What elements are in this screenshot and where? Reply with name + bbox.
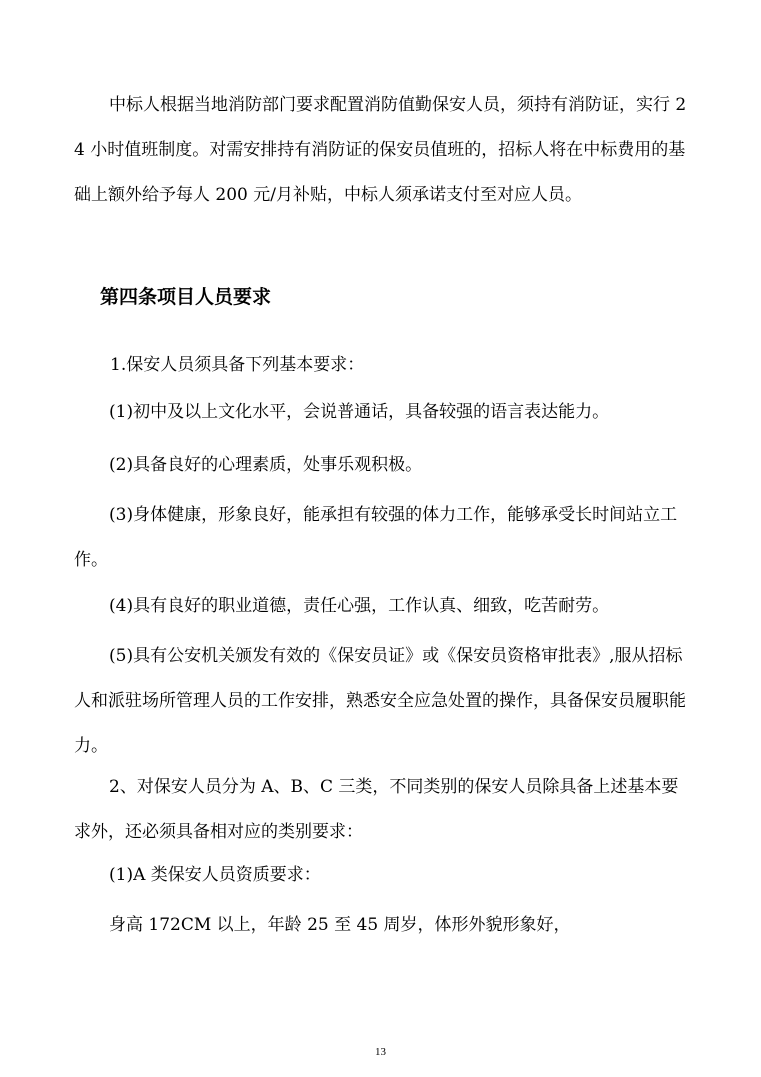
requirement-item-1: (1)初中及以上文化水平，会说普通话，具备较强的语言表达能力。 (109, 402, 610, 422)
requirement-item-3: (3)身体健康，形象良好，能承担有较强的体力工作，能够承受长时间站立工作。 (74, 505, 678, 570)
page-number: 13 (375, 1046, 386, 1058)
section-heading: 第四条项目人员要求 (100, 286, 272, 308)
category-a-title: (1)A 类保安人员资质要求： (109, 865, 321, 885)
requirement-item-4: (4)具有良好的职业道德，责任心强，工作认真、细致，吃苦耐劳。 (109, 596, 610, 616)
requirement-item-5: (5)具有公安机关颁发有效的《保安员证》或《保安员资格审批表》,服从招标人和派驻场所管理人员的工作安排，熟悉安全应急处置的操作，具备保安员履职能力。 (74, 646, 686, 756)
category-a-details: 身高 172CM 以上，年龄 25 至 45 周岁，体形外貌形象好， (109, 915, 571, 935)
category-requirements-paragraph: 2、对保安人员分为 A、B、C 三类，不同类别的保安人员除具备上述基本要求外，还必须具备相对应的类别要求： (74, 777, 679, 842)
basic-requirements-title: 1.保安人员须具备下列基本要求： (110, 355, 365, 375)
requirement-item-2: (2)具备良好的心理素质，处事乐观积极。 (109, 455, 423, 475)
intro-paragraph: 中标人根据当地消防部门要求配置消防值勤保安人员，须持有消防证，实行 24 小时值班制度。对需安排持有消防证的保安员值班的，招标人将在中标费用的基础上额外给予每人 200 元/月补贴，中标人须承诺支付至对应人员。 (74, 95, 687, 205)
